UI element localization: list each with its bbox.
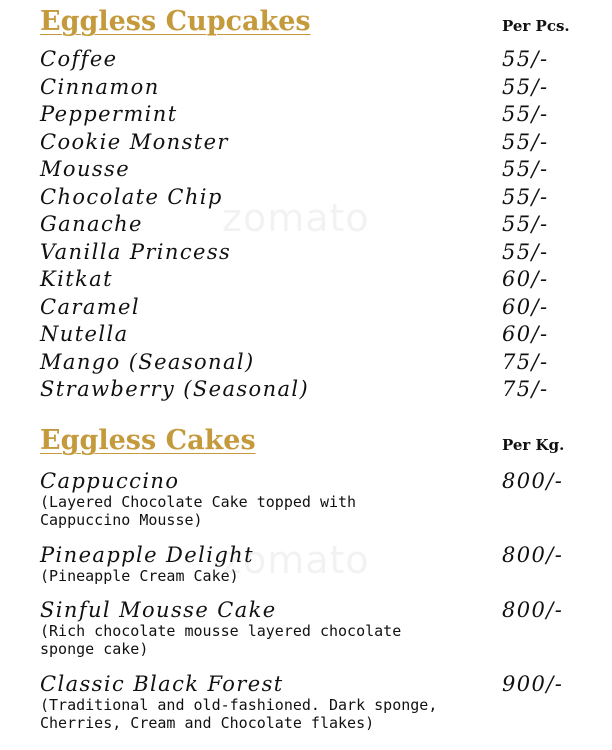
cupcakes-section-title: Eggless Cupcakes — [40, 6, 311, 37]
item-price: 60/- — [502, 267, 549, 291]
item-name: Cinnamon — [40, 75, 160, 99]
item-name: Nutella — [40, 322, 129, 346]
item-description: (Rich chocolate mousse layered chocolate sponge cake) — [40, 622, 402, 658]
cupcakes-unit-header: Per Pcs. — [502, 17, 570, 35]
menu-item — [40, 212, 600, 239]
cakes-section-title: Eggless Cakes — [40, 425, 256, 456]
item-name: Ganache — [40, 212, 143, 236]
menu-item — [40, 350, 600, 377]
item-name: Pineapple Delight — [40, 543, 254, 567]
item-price: 60/- — [502, 322, 549, 346]
item-price: 55/- — [502, 185, 549, 209]
menu-item — [40, 322, 600, 349]
menu-item — [40, 377, 600, 404]
watermark: zomato — [222, 196, 370, 240]
item-price: 55/- — [502, 212, 549, 236]
menu-item — [40, 267, 600, 294]
item-name: Cookie Monster — [40, 130, 229, 154]
item-price: 55/- — [502, 75, 549, 99]
menu-item — [40, 47, 600, 74]
item-description: (Layered Chocolate Cake topped with Cappuccino Mousse) — [40, 493, 357, 529]
cakes-unit-header: Per Kg. — [502, 436, 565, 454]
menu-item — [40, 240, 600, 267]
item-description: (Pineapple Cream Cake) — [40, 567, 239, 585]
item-price: 60/- — [502, 295, 549, 319]
item-name: Mousse — [40, 157, 131, 181]
item-price: 800/- — [502, 598, 564, 622]
item-name: Classic Black Forest — [40, 672, 284, 696]
item-name: Coffee — [40, 47, 118, 71]
item-name: Cappuccino — [40, 469, 180, 493]
menu-item — [40, 185, 600, 212]
item-name: Mango (Seasonal) — [40, 350, 255, 374]
item-name: Kitkat — [40, 267, 113, 291]
item-price: 75/- — [502, 377, 549, 401]
item-price: 55/- — [502, 47, 549, 71]
watermark: zomato — [222, 538, 370, 582]
item-description: (Traditional and old-fashioned. Dark sponge, Cherries, Cream and Chocolate flakes) — [40, 696, 438, 732]
menu-item — [40, 102, 600, 129]
menu-item — [40, 75, 600, 102]
menu-item — [40, 157, 600, 184]
item-name: Vanilla Princess — [40, 240, 232, 264]
item-price: 55/- — [502, 240, 549, 264]
item-name: Peppermint — [40, 102, 178, 126]
item-name: Chocolate Chip — [40, 185, 223, 209]
item-price: 800/- — [502, 469, 564, 493]
menu-item — [40, 130, 600, 157]
item-price: 55/- — [502, 157, 549, 181]
item-price: 55/- — [502, 130, 549, 154]
menu-item — [40, 295, 600, 322]
item-price: 55/- — [502, 102, 549, 126]
item-price: 900/- — [502, 672, 564, 696]
item-price: 75/- — [502, 350, 549, 374]
item-name: Caramel — [40, 295, 141, 319]
item-name: Strawberry (Seasonal) — [40, 377, 310, 401]
item-name: Sinful Mousse Cake — [40, 598, 277, 622]
item-price: 800/- — [502, 543, 564, 567]
